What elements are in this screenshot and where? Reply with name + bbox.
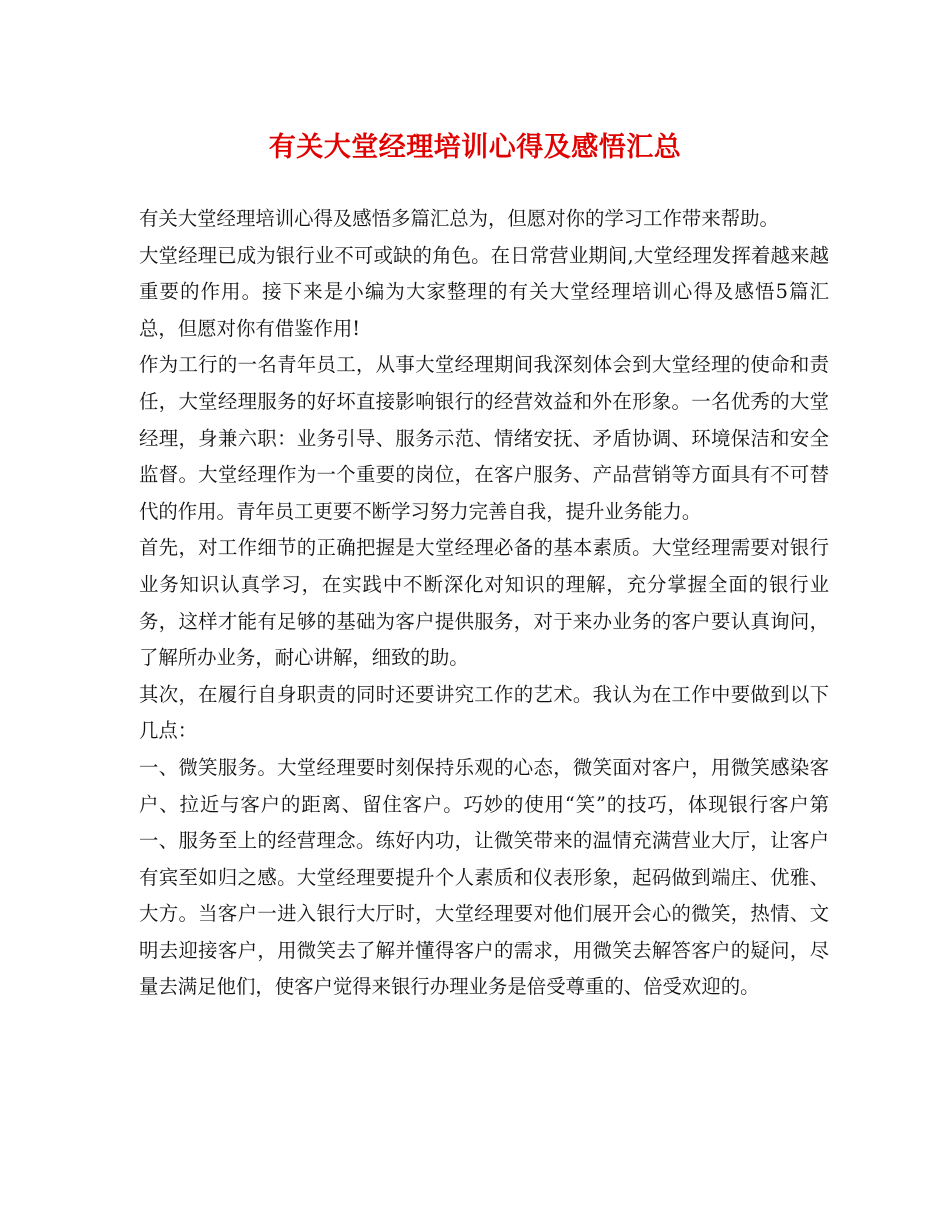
paragraph-smile-service: 一、微笑服务。大堂经理要时刻保持乐观的心态，微笑面对客户，用微笑感染客户、拉近与客户的距离、留住客户。巧妙的使用“笑”的技巧，体现银行客户第一、服务至上的经营理念。练好内功，让微笑带来的温情充满营业大厅，让客户有宾至如归之感。大堂经理要提升个人素质和仪表形象，起码做到端庄、优雅、大方。当客户一进入银行大厅时，大堂经理要对他们展开会心的微笑，热情、文明去迎接客户，用微笑去了解并懂得客户的需求，用微笑去解答客户的疑问，尽量去满足他们，使客户觉得来银行办理业务是倍受尊重的、倍受欢迎的。 bbox=[139, 755, 829, 999]
paragraph-intro: 有关大堂经理培训心得及感悟多篇汇总为，但愿对你的学习工作带来帮助。 bbox=[139, 207, 779, 230]
paragraph-role: 大堂经理已成为银行业不可或缺的角色。在日常营业期间,大堂经理发挥着越来越重要的作用。接下来是小编为大家整理的有关大堂经理培训心得及感悟5篇汇总，但愿对你有借鉴作用! bbox=[139, 243, 829, 340]
paragraph-first-point: 首先，对工作细节的正确把握是大堂经理必备的基本素质。大堂经理需要对银行业务知识认真学习，在实践中不断深化对知识的理解，充分掌握全面的银行业务，这样才能有足够的基础为客户提供服务，对于来办业务的客户要认真询问，了解所办业务，耐心讲解，细致的助。 bbox=[139, 536, 829, 670]
paragraph-second-point: 其次，在履行自身职责的同时还要讲究工作的艺术。我认为在工作中要做到以下几点： bbox=[139, 682, 829, 743]
document-body bbox=[139, 201, 829, 1006]
paragraph-experience: 作为工行的一名青年员工，从事大堂经理期间我深刻体会到大堂经理的使命和责任，大堂经理服务的好坏直接影响银行的经营效益和外在形象。一名优秀的大堂经理，身兼六职：业务引导、服务示范、情绪安抚、矛盾协调、环境保洁和安全监督。大堂经理作为一个重要的岗位，在客户服务、产品营销等方面具有不可替代的作用。青年员工更要不断学习努力完善自我，提升业务能力。 bbox=[139, 353, 829, 523]
document-title: 有关大堂经理培训心得及感悟汇总 bbox=[268, 132, 682, 163]
